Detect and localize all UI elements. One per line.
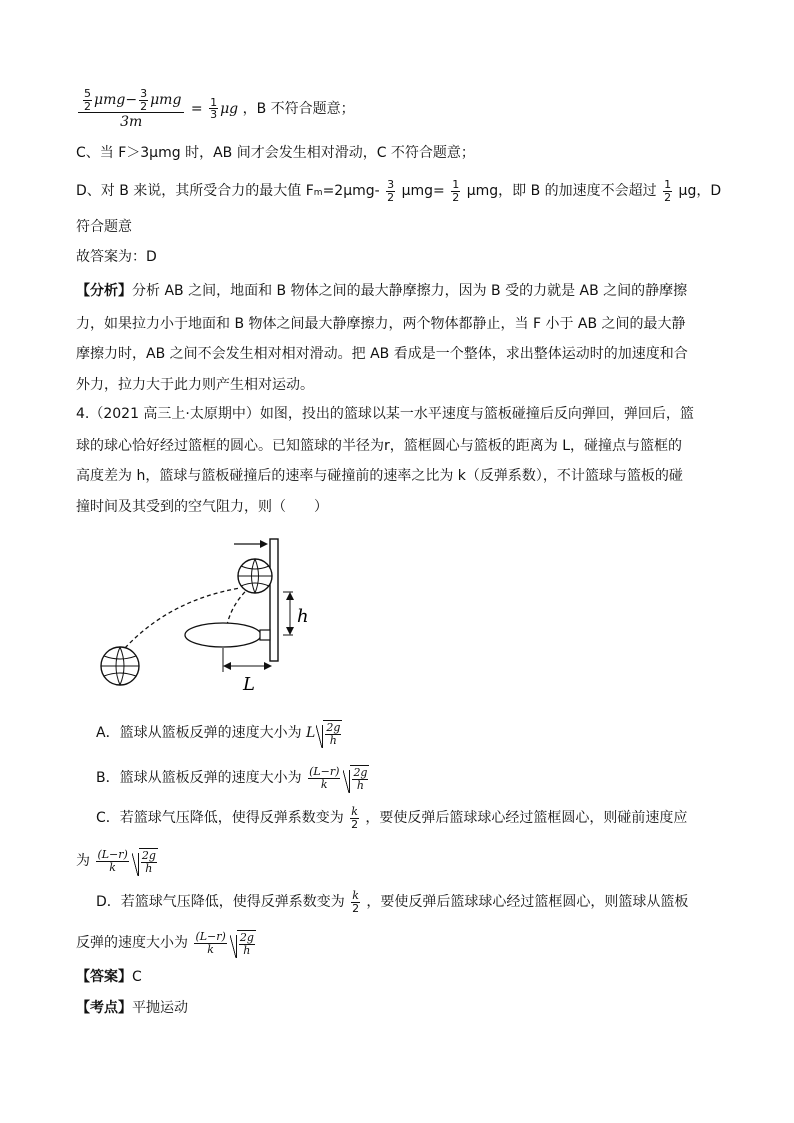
analysis-line-1: 【分析】分析 AB 之间，地面和 B 物体之间的最大静摩擦力，因为 B 受的力就是 AB 之间的静摩擦 <box>76 283 688 299</box>
backboard <box>270 539 278 661</box>
option-d-explanation: D、对 B 来说，其所受合力的最大值 Fm=2μmg- $\frac{3}{2}$ μmg= $\frac{1}{2}$ μmg，即 B 的加速度不会超过 $\frac{1}{2}$ μg，D <box>76 178 722 204</box>
analysis-line-2: 力，如果拉力小于地面和 B 物体之间最大静摩擦力，两个物体都静止，当 F 小于 AB 之间的最大静 <box>76 316 686 332</box>
question-line-3: 高度差为 h，篮球与篮板碰撞后的速率与碰撞前的速率之比为 k（反弹系数），不计篮球与篮板的碰 <box>76 468 683 484</box>
question-line-4: 撞时间及其受到的空气阻力，则（ ） <box>76 499 328 515</box>
question-line-2: 球的球心恰好经过篮框的圆心。已知篮球的半径为r，篮框圆心与篮板的距离为 L，碰撞点与篮框的 <box>76 438 683 454</box>
top-formula-tail: ，B 不符合题意； <box>242 100 355 117</box>
answer-line: 【答案】C <box>76 969 142 985</box>
hoop <box>185 623 261 647</box>
option-b: B．篮球从篮板反弹的速度大小为 $\frac{(L-r)}{k}$ $\frac{2g}{h}$ <box>96 765 368 792</box>
option-d-cont: 反弹的速度大小为 $\frac{(L-r)}{k}$ $\frac{2g}{h}$ <box>76 930 254 957</box>
previous-answer: 故答案为：D <box>76 249 157 265</box>
analysis-line-3: 摩擦力时，AB 之间不会发生相对相对滑动。把 AB 看成是一个整体，求出整体运动时的加速度和合 <box>76 346 688 362</box>
option-c-cont: 为 $\frac{(L-r)}{k}$ $\frac{2g}{h}$ <box>76 848 156 875</box>
top-formula: $\frac{5}{2}$ μmg− $\frac{3}{2}$ μmg 3m = $\frac{1}{3}$ μg ，B 不符合题意； <box>76 88 355 130</box>
main-fraction: $\frac{5}{2}$ μmg− $\frac{3}{2}$ μmg 3m <box>78 88 184 130</box>
option-d: D．若篮球气压降低，使得反弹系数变为 $\frac{k}{2}$ ，要使反弹后篮球球心经过篮框圆心，则篮球从篮板 <box>96 889 689 915</box>
basketball-lower <box>101 647 139 685</box>
basketball-upper <box>238 559 272 593</box>
analysis-line-4: 外力，拉力大于此力则产生相对运动。 <box>76 377 314 393</box>
option-c-explanation: C、当 F＞3μmg 时，AB 间才会发生相对滑动，C 不符合题意； <box>76 145 475 161</box>
option-a: A．篮球从篮板反弹的速度大小为 L $\frac{2g}{h}$ <box>96 721 341 747</box>
basketball-figure <box>90 530 330 695</box>
kaodian-line: 【考点】平抛运动 <box>76 1000 188 1016</box>
option-d-explanation-cont: 符合题意 <box>76 219 132 235</box>
label-L: L <box>243 674 255 695</box>
option-c: C．若篮球气压降低，使得反弹系数变为 $\frac{k}{2}$ ，要使反弹后篮球球心经过篮框圆心，则碰前速度应 <box>96 805 688 831</box>
question-line-1: 4.（2021 高三上·太原期中）如图，投出的篮球以某一水平速度与篮板碰撞后反向弹回，弹回后，篮 <box>76 406 694 422</box>
label-h: h <box>297 606 309 627</box>
